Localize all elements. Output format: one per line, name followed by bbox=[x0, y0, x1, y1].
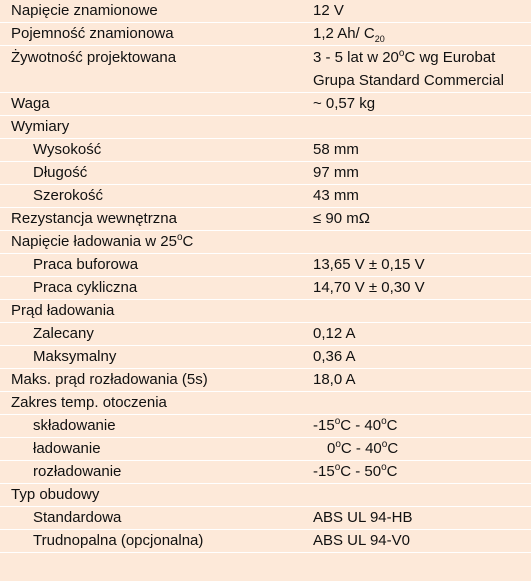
spec-value: ABS UL 94-HB bbox=[302, 507, 531, 530]
spec-row-charge-current bbox=[0, 300, 531, 323]
spec-label: Zakres temp. otoczenia bbox=[0, 392, 302, 415]
temp-max: C - 40 bbox=[340, 440, 382, 457]
spec-value bbox=[302, 461, 531, 484]
spec-value bbox=[302, 231, 531, 254]
spec-row-charging bbox=[0, 438, 531, 461]
spec-label: ładowanie bbox=[0, 438, 302, 461]
spec-label: Praca cykliczna bbox=[0, 277, 302, 300]
spec-row-width bbox=[0, 185, 531, 208]
temp-max: C - 50 bbox=[340, 463, 382, 480]
spec-row-charging-voltage bbox=[0, 231, 531, 254]
spec-value: 43 mm bbox=[302, 185, 531, 208]
spec-row-recommended bbox=[0, 323, 531, 346]
spec-label: Zalecany bbox=[0, 323, 302, 346]
temp-min: 0 bbox=[327, 440, 336, 457]
spec-value bbox=[302, 23, 531, 46]
spec-row-storage bbox=[0, 415, 531, 438]
spec-row-discharging bbox=[0, 461, 531, 484]
capacity-main: 1,2 Ah/ C bbox=[313, 25, 375, 42]
spec-label: Pojemność znamionowa bbox=[0, 23, 302, 46]
spec-label: Żywotność projektowana bbox=[0, 46, 302, 93]
spec-row-ambient-temp bbox=[0, 392, 531, 415]
spec-value: 97 mm bbox=[302, 162, 531, 185]
spec-label bbox=[0, 231, 302, 254]
spec-value: ~ 0,57 kg bbox=[302, 93, 531, 116]
spec-label: Prąd ładowania bbox=[0, 300, 302, 323]
charging-voltage-label-b: C bbox=[182, 233, 194, 250]
temp-max: C - 40 bbox=[340, 417, 382, 434]
degree-sign: o bbox=[381, 439, 388, 450]
spec-value bbox=[302, 484, 531, 507]
spec-value: 12 V bbox=[302, 0, 531, 23]
spec-value bbox=[302, 415, 531, 438]
degree-sign: o bbox=[334, 462, 341, 473]
spec-value bbox=[302, 116, 531, 139]
degree-sign: o bbox=[334, 416, 341, 427]
spec-row-dimensions bbox=[0, 116, 531, 139]
spec-label: Maks. prąd rozładowania (5s) bbox=[0, 369, 302, 392]
spec-row-rated-capacity bbox=[0, 23, 531, 46]
spec-label: Praca buforowa bbox=[0, 254, 302, 277]
spec-value bbox=[302, 300, 531, 323]
spec-label: Szerokość bbox=[0, 185, 302, 208]
spec-row-max-discharge bbox=[0, 369, 531, 392]
spec-row-standard bbox=[0, 507, 531, 530]
spec-value bbox=[302, 392, 531, 415]
spec-label: Maksymalny bbox=[0, 346, 302, 369]
spec-row-float-mode bbox=[0, 254, 531, 277]
spec-label: Wymiary bbox=[0, 116, 302, 139]
spec-label: Standardowa bbox=[0, 507, 302, 530]
degree-sign: o bbox=[335, 439, 341, 450]
spec-row-height bbox=[0, 139, 531, 162]
spec-value: 0,12 A bbox=[302, 323, 531, 346]
temp-min: -15 bbox=[313, 463, 335, 480]
spec-row-internal-resistance bbox=[0, 208, 531, 231]
spec-label: Napięcie znamionowe bbox=[0, 0, 302, 23]
degree-sign: o bbox=[381, 462, 387, 473]
spec-value: 14,70 V ± 0,30 V bbox=[302, 277, 531, 300]
spec-value: ≤ 90 mΩ bbox=[302, 208, 531, 231]
spec-row-design-life bbox=[0, 46, 531, 93]
design-life-line1b: C wg Eurobat bbox=[404, 49, 496, 66]
spec-label: Waga bbox=[0, 93, 302, 116]
spec-row-cycle-mode bbox=[0, 277, 531, 300]
degree-sign: o bbox=[381, 416, 387, 427]
degree-sign: o bbox=[176, 232, 183, 243]
spec-label: Rezystancja wewnętrzna bbox=[0, 208, 302, 231]
spec-value: 13,65 V ± 0,15 V bbox=[302, 254, 531, 277]
temp-min: -15 bbox=[313, 417, 335, 434]
spec-label: składowanie bbox=[0, 415, 302, 438]
spec-value: 58 mm bbox=[302, 139, 531, 162]
spec-value bbox=[302, 46, 531, 93]
spec-row-case-type bbox=[0, 484, 531, 507]
spec-value: ABS UL 94-V0 bbox=[302, 530, 531, 553]
capacity-subscript: 20 bbox=[374, 34, 385, 44]
spec-row-length bbox=[0, 162, 531, 185]
spec-row-flame-retardant bbox=[0, 530, 531, 553]
charging-voltage-label-a: Napięcie ładowania w 25 bbox=[11, 233, 177, 250]
degree-sign: o bbox=[398, 48, 405, 59]
spec-value bbox=[302, 438, 531, 461]
spec-label: rozładowanie bbox=[0, 461, 302, 484]
temp-unit: C bbox=[386, 463, 398, 480]
spec-row-maximum bbox=[0, 346, 531, 369]
temp-unit: C bbox=[386, 417, 398, 434]
spec-row-weight bbox=[0, 93, 531, 116]
design-life-line1a: 3 - 5 lat w 20 bbox=[313, 49, 399, 66]
spec-label: Typ obudowy bbox=[0, 484, 302, 507]
spec-label: Trudnopalna (opcjonalna) bbox=[0, 530, 302, 553]
spec-value: 0,36 A bbox=[302, 346, 531, 369]
spec-label: Wysokość bbox=[0, 139, 302, 162]
spec-value: 18,0 A bbox=[302, 369, 531, 392]
spec-row-rated-voltage bbox=[0, 0, 531, 23]
design-life-line2: Grupa Standard Commercial bbox=[313, 72, 504, 89]
temp-unit: C bbox=[387, 440, 399, 457]
spec-label: Długość bbox=[0, 162, 302, 185]
